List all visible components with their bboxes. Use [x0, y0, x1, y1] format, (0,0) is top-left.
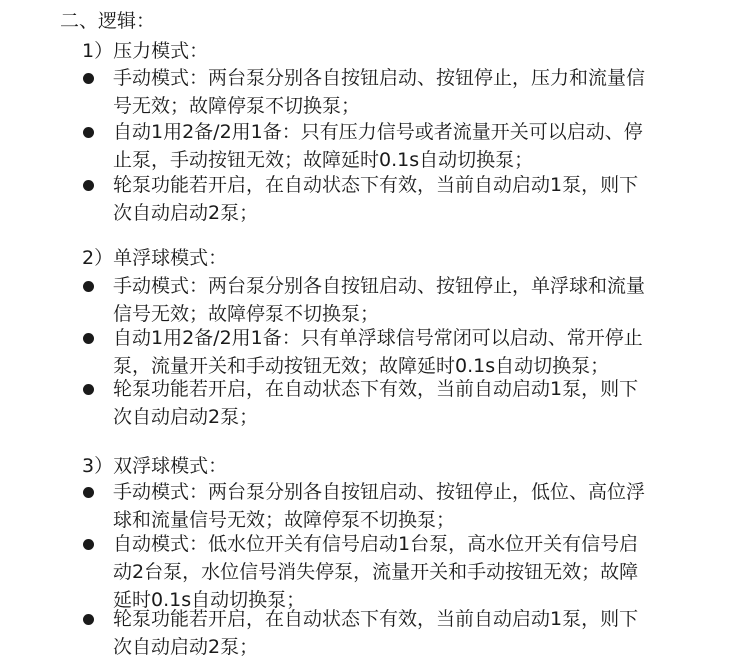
- list-item-text: [113, 64, 723, 120]
- text-line: 球和流量信号无效；故障停泵不切换泵；: [113, 509, 456, 531]
- text-line: 轮泵功能若开启，在自动状态下有效，当前自动启动1泵，则下: [113, 608, 639, 630]
- bullet-icon: [83, 127, 94, 138]
- list-item-text: [113, 530, 723, 614]
- list-item-text: [113, 478, 723, 534]
- text-line: 止泵，手动按钮无效；故障延时0.1s自动切换泵；: [113, 149, 534, 171]
- mode-title-pressure: 1）压力模式：: [82, 40, 209, 62]
- list-item-text: [113, 118, 723, 174]
- mode-title-double-float: 3）双浮球模式：: [82, 455, 228, 477]
- text-line: 手动模式：两台泵分别各自按钮启动、按钮停止，压力和流量信: [113, 67, 646, 89]
- bullet-icon: [83, 180, 94, 191]
- text-line: 次自动启动2泵；: [113, 406, 259, 428]
- text-line: 手动模式：两台泵分别各自按钮启动、按钮停止，单浮球和流量: [113, 275, 646, 297]
- bullet-icon: [83, 281, 94, 292]
- bullet-icon: [83, 333, 94, 344]
- text-line: 自动模式：低水位开关有信号启动1台泵，高水位开关有信号启: [113, 533, 639, 555]
- bullet-icon: [83, 73, 94, 84]
- text-line: 动2台泵，水位信号消失停泵，流量开关和手动按钮无效；故障: [113, 561, 639, 583]
- list-item-text: [113, 605, 723, 661]
- bullet-icon: [83, 487, 94, 498]
- bullet-icon: [83, 384, 94, 395]
- bullet-icon: [83, 614, 94, 625]
- list-item-text: [113, 171, 723, 227]
- text-line: 次自动启动2泵；: [113, 202, 259, 224]
- text-line: 泵，流量开关和手动按钮无效；故障延时0.1s自动切换泵；: [113, 355, 610, 377]
- text-line: 手动模式：两台泵分别各自按钮启动、按钮停止，低位、高位浮: [113, 481, 646, 503]
- section-heading: 二、逻辑：: [60, 10, 156, 32]
- text-line: 自动1用2备/2用1备：只有压力信号或者流量开关可以启动、停: [113, 121, 643, 143]
- text-line: 轮泵功能若开启，在自动状态下有效，当前自动启动1泵，则下: [113, 174, 639, 196]
- text-line: 轮泵功能若开启，在自动状态下有效，当前自动启动1泵，则下: [113, 378, 639, 400]
- bullet-icon: [83, 539, 94, 550]
- text-line: 号无效；故障停泵不切换泵；: [113, 95, 361, 117]
- list-item-text: [113, 375, 723, 431]
- mode-title-single-float: 2）单浮球模式：: [82, 247, 228, 269]
- text-line: 信号无效；故障停泵不切换泵；: [113, 303, 380, 325]
- text-line: 次自动启动2泵；: [113, 636, 259, 658]
- list-item-text: [113, 324, 723, 380]
- text-line: 延时0.1s自动切换泵；: [113, 589, 306, 611]
- list-item-text: [113, 272, 723, 328]
- text-line: 自动1用2备/2用1备：只有单浮球信号常闭可以启动、常开停止: [113, 327, 643, 349]
